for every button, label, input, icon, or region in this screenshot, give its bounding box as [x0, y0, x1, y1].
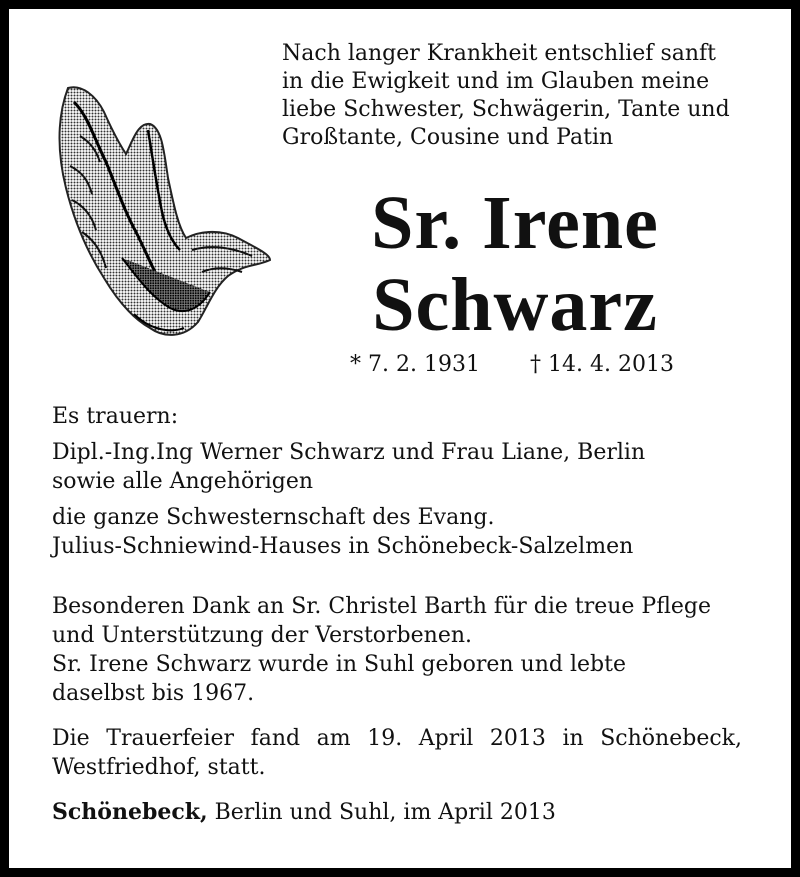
name-line-1: Sr. Irene	[371, 181, 659, 265]
funeral-word: 19.	[367, 726, 403, 751]
closing-text	[52, 800, 556, 825]
mourners-heading	[52, 402, 178, 431]
thanks-line: Besonderen Dank an Sr. Christel Barth für die treue Pflege	[52, 594, 712, 619]
mourners-sisters	[52, 503, 633, 561]
birth-date: * 7. 2. 1931	[350, 352, 480, 377]
intro-line: liebe Schwester, Schwägerin, Tante und	[282, 97, 730, 122]
funeral-word: Trauerfeier	[106, 726, 235, 751]
funeral-word: fand	[250, 726, 301, 751]
funeral-word: in	[562, 726, 584, 751]
thanks-line: daselbst bis 1967.	[52, 681, 255, 706]
mourners-line: Julius-Schniewind-Hauses in Schönebeck-Salzelmen	[52, 534, 634, 559]
funeral-word: am	[316, 726, 351, 751]
thanks-text	[52, 592, 711, 708]
mourners-line: sowie alle Angehörigen	[52, 469, 314, 494]
thanks-line: Sr. Irene Schwarz wurde in Suhl geboren und lebte	[52, 652, 626, 677]
intro-line: Großtante, Cousine und Patin	[282, 125, 614, 150]
funeral-word: 2013	[489, 726, 546, 751]
mourners-line: Dipl.-Ing.Ing Werner Schwarz und Frau Liane, Berlin	[52, 440, 646, 465]
funeral-line-1	[52, 724, 742, 753]
mourners-heading-text: Es trauern:	[52, 404, 179, 429]
funeral-line-2: Westfriedhof, statt.	[52, 755, 266, 780]
funeral-text	[52, 724, 742, 782]
closing-place: Schönebeck,	[52, 799, 208, 825]
praying-hands-icon	[52, 82, 274, 344]
closing-line	[52, 798, 556, 827]
mourners-line: die ganze Schwesternschaft des Evang.	[52, 505, 495, 530]
deceased-name	[300, 182, 730, 346]
mourners-family	[52, 438, 645, 496]
funeral-word: Die	[52, 726, 90, 751]
intro-line: Nach langer Krankheit entschlief sanft	[282, 41, 717, 66]
closing-rest: Berlin und Suhl, im April 2013	[207, 800, 556, 825]
intro-text	[282, 40, 752, 152]
intro-line: in die Ewigkeit und im Glauben meine	[282, 69, 710, 94]
funeral-word: Schönebeck,	[600, 726, 742, 751]
name-line-2: Schwarz	[372, 263, 658, 347]
thanks-line: und Unterstützung der Verstorbenen.	[52, 623, 473, 648]
death-date: † 14. 4. 2013	[530, 352, 674, 377]
funeral-word: April	[418, 726, 474, 751]
